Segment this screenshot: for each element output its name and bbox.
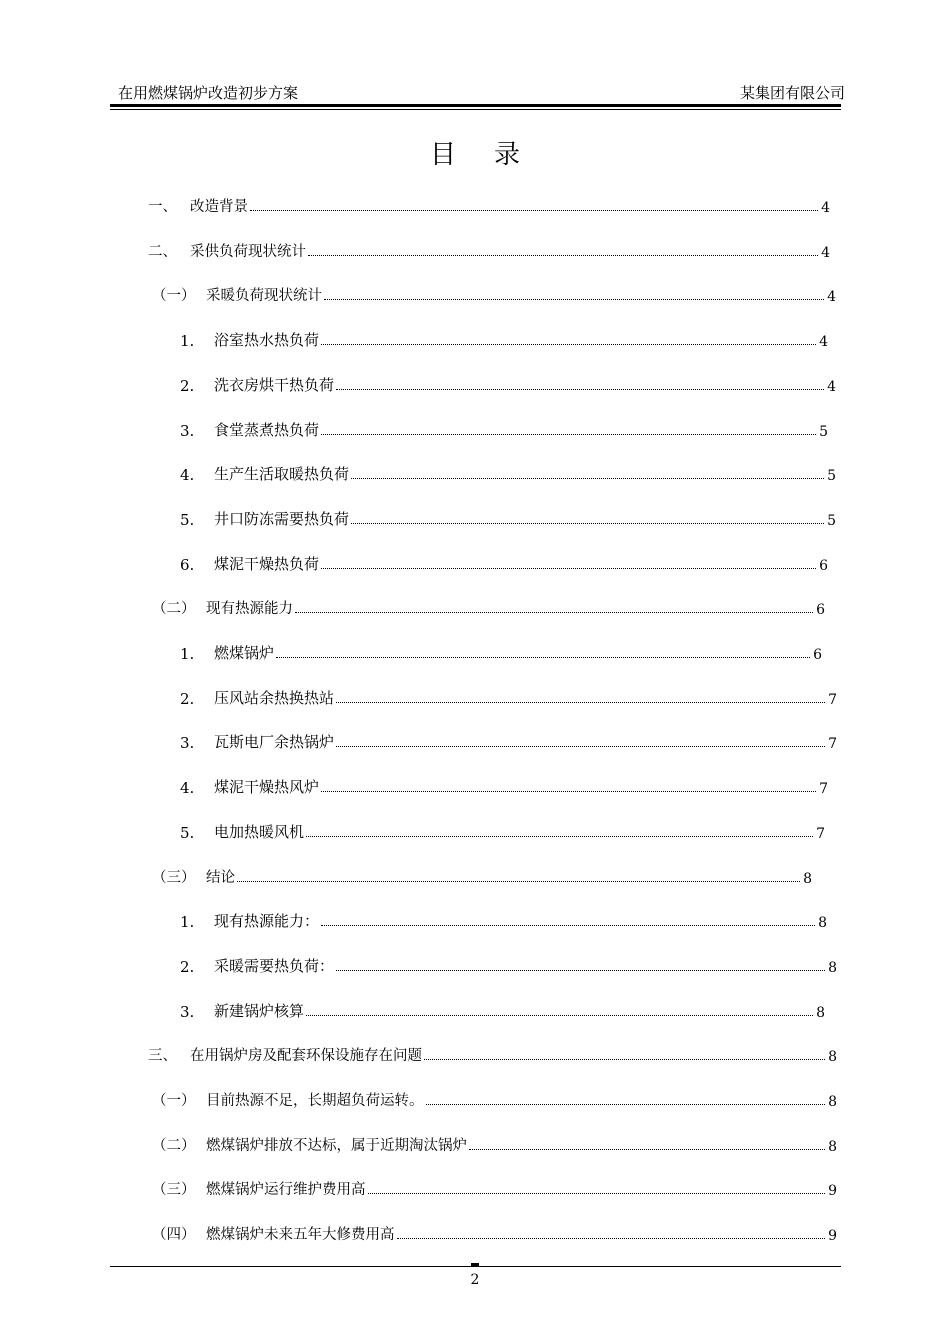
header-document-title: 在用燃煤锅炉改造初步方案 xyxy=(118,84,299,102)
toc-entry-number: （一） xyxy=(152,1093,196,1109)
toc-entry-page: 6 xyxy=(819,557,828,574)
toc-entry-label: 压风站余热换热站 xyxy=(214,688,335,707)
toc-entry-page: 6 xyxy=(816,602,825,619)
toc-entry-number: 一、 xyxy=(148,199,177,215)
toc-entry-number: 1. xyxy=(180,645,195,663)
toc-leader-dots xyxy=(397,1238,826,1239)
toc-title: 目录 xyxy=(429,140,558,170)
toc-entry-number: （二） xyxy=(152,1137,196,1154)
toc-entry-label: 燃煤锅炉排放不达标，属于近期淘汰锅炉 xyxy=(206,1137,467,1154)
toc-leader-dots xyxy=(321,344,816,345)
toc-leader-dots xyxy=(250,210,818,211)
toc-leader-dots xyxy=(276,657,810,658)
toc-entry-label: 煤泥干燥热负荷 xyxy=(214,554,320,573)
toc-entry[interactable] xyxy=(148,192,830,216)
toc-entry-label: 生产生活取暖热负荷 xyxy=(214,465,350,484)
toc-leader-dots xyxy=(321,568,816,569)
toc-entry-label: 新建锅炉核算 xyxy=(214,1001,305,1020)
toc-leader-dots xyxy=(308,255,818,256)
toc-entry-page: 8 xyxy=(828,1094,837,1110)
toc-leader-dots xyxy=(336,389,824,390)
toc-leader-dots xyxy=(321,925,815,926)
toc-entry-page: 4 xyxy=(827,289,836,306)
toc-entry[interactable] xyxy=(180,907,827,931)
toc-entry-page: 7 xyxy=(828,736,837,753)
toc-leader-dots xyxy=(424,1059,825,1060)
toc-entry-page: 6 xyxy=(813,647,822,663)
toc-entry-number: （四） xyxy=(152,1227,196,1244)
toc-entry-number: 2. xyxy=(180,689,195,708)
toc-entry-label: 电加热暖风机 xyxy=(214,822,305,841)
toc-entry-page: 9 xyxy=(828,1183,837,1200)
toc-entry-label: 采供负荷现状统计 xyxy=(190,243,306,260)
toc-entry-page: 8 xyxy=(803,870,812,887)
toc-entry-label: 采暖负荷现状统计 xyxy=(206,288,322,305)
toc-entry-page: 8 xyxy=(818,915,827,932)
toc-entry-page: 7 xyxy=(819,781,828,798)
toc-entry-page: 5 xyxy=(827,468,836,485)
toc-entry-number: 5. xyxy=(180,823,195,842)
header-company-name: 某集团有限公司 xyxy=(739,84,845,102)
toc-entry-label: 在用锅炉房及配套环保设施存在问题 xyxy=(190,1048,422,1065)
toc-leader-dots xyxy=(324,299,824,300)
toc-leader-dots xyxy=(469,1149,825,1150)
toc-entry-number: 3. xyxy=(180,1002,195,1021)
toc-entry-page: 4 xyxy=(819,334,828,351)
toc-entry[interactable] xyxy=(180,326,828,350)
toc-leader-dots xyxy=(321,434,816,435)
toc-entry-number: 5. xyxy=(180,510,195,529)
toc-entry[interactable] xyxy=(180,728,837,752)
toc-entry-label: 瓦斯电厂余热锅炉 xyxy=(214,733,335,752)
toc-entry-page: 8 xyxy=(828,1049,837,1066)
toc-entry-label: 燃煤锅炉 xyxy=(214,644,275,662)
toc-entry-page: 5 xyxy=(819,423,828,440)
header-rule-thin xyxy=(110,109,841,110)
toc-entry-label: 井口防冻需要热负荷 xyxy=(214,509,350,528)
toc-entry[interactable] xyxy=(180,997,825,1021)
toc-entry-label: 现有热源能力： xyxy=(214,912,320,931)
toc-leader-dots xyxy=(237,881,800,882)
toc-entry[interactable] xyxy=(180,371,836,395)
toc-entry[interactable] xyxy=(152,281,836,305)
toc-entry[interactable] xyxy=(180,416,828,440)
toc-leader-dots xyxy=(295,612,813,613)
toc-entry-number: 三、 xyxy=(148,1048,177,1065)
toc-entry[interactable] xyxy=(152,1220,837,1244)
toc-leader-dots xyxy=(336,702,825,703)
toc-leader-dots xyxy=(306,836,813,837)
toc-entry[interactable] xyxy=(180,639,822,663)
toc-leader-dots xyxy=(321,791,816,792)
toc-entry-number: （三） xyxy=(152,869,196,886)
toc-entry-label: 目前热源不足，长期超负荷运转。 xyxy=(206,1093,424,1109)
toc-entry[interactable] xyxy=(180,773,828,797)
toc-entry-label: 燃煤锅炉运行维护费用高 xyxy=(206,1182,366,1199)
toc-entry-label: 食堂蒸煮热负荷 xyxy=(214,420,320,439)
toc-entry-number: （三） xyxy=(152,1182,196,1199)
toc-entry-page: 7 xyxy=(828,691,837,708)
toc-entry[interactable] xyxy=(148,237,830,261)
toc-entry[interactable] xyxy=(180,550,828,574)
toc-entry-page: 8 xyxy=(816,1004,825,1021)
toc-entry-page: 8 xyxy=(828,1138,837,1155)
header-rule-thick xyxy=(110,104,841,107)
toc-entry[interactable] xyxy=(180,952,837,976)
toc-entry-label: 燃煤锅炉未来五年大修费用高 xyxy=(206,1227,395,1244)
toc-entry[interactable] xyxy=(180,818,825,842)
toc-entry[interactable] xyxy=(152,1086,837,1110)
toc-entry-number: （二） xyxy=(152,601,196,618)
toc-leader-dots xyxy=(306,1015,813,1016)
footer-mark xyxy=(471,1263,479,1266)
toc-entry[interactable] xyxy=(152,594,825,618)
toc-leader-dots xyxy=(368,1193,826,1194)
toc-entry[interactable] xyxy=(152,863,812,887)
toc-entry-page: 4 xyxy=(827,378,836,395)
toc-entry-number: （一） xyxy=(152,288,196,305)
toc-entry-label: 浴室热水热负荷 xyxy=(214,331,320,350)
toc-leader-dots xyxy=(351,478,824,479)
toc-entry-label: 结论 xyxy=(206,869,235,886)
footer-rule xyxy=(110,1266,841,1267)
footer-page-number: 2 xyxy=(470,1272,480,1288)
toc-entry-number: 二、 xyxy=(148,243,177,260)
toc-entry-number: 1. xyxy=(180,913,195,932)
toc-entry-number: 3. xyxy=(180,421,195,440)
toc-entry-label: 现有热源能力 xyxy=(206,601,293,618)
toc-entry-number: 2. xyxy=(180,957,195,976)
toc-entry-page: 5 xyxy=(827,512,836,529)
toc-entry[interactable] xyxy=(152,1131,837,1155)
toc-entry-page: 4 xyxy=(821,244,830,261)
toc-leader-dots xyxy=(336,970,825,971)
toc-entry-label: 改造背景 xyxy=(190,199,248,215)
toc-entry-number: 4. xyxy=(180,779,195,798)
toc-leader-dots xyxy=(426,1104,826,1105)
toc-entry-number: 1. xyxy=(180,332,195,351)
toc-entry-number: 3. xyxy=(180,734,195,753)
toc-leader-dots xyxy=(336,746,825,747)
toc-entry-number: 4. xyxy=(180,466,195,485)
toc-entry[interactable] xyxy=(152,1175,837,1199)
toc-entry-label: 采暖需要热负荷： xyxy=(214,956,335,975)
toc-leader-dots xyxy=(351,523,824,524)
toc-entry-page: 4 xyxy=(821,200,830,216)
toc-entry-page: 8 xyxy=(828,959,837,976)
toc-entry-number: 2. xyxy=(180,376,195,395)
toc-entry-page: 7 xyxy=(816,825,825,842)
toc-entry[interactable] xyxy=(180,684,837,708)
toc-entry[interactable] xyxy=(148,1041,837,1065)
toc-entry-label: 洗衣房烘干热负荷 xyxy=(214,375,335,394)
toc-entry[interactable] xyxy=(180,505,836,529)
toc-entry-page: 9 xyxy=(828,1228,837,1245)
toc-entry-number: 6. xyxy=(180,555,195,574)
toc-entry[interactable] xyxy=(180,460,836,484)
toc-entry-label: 煤泥干燥热风炉 xyxy=(214,778,320,797)
